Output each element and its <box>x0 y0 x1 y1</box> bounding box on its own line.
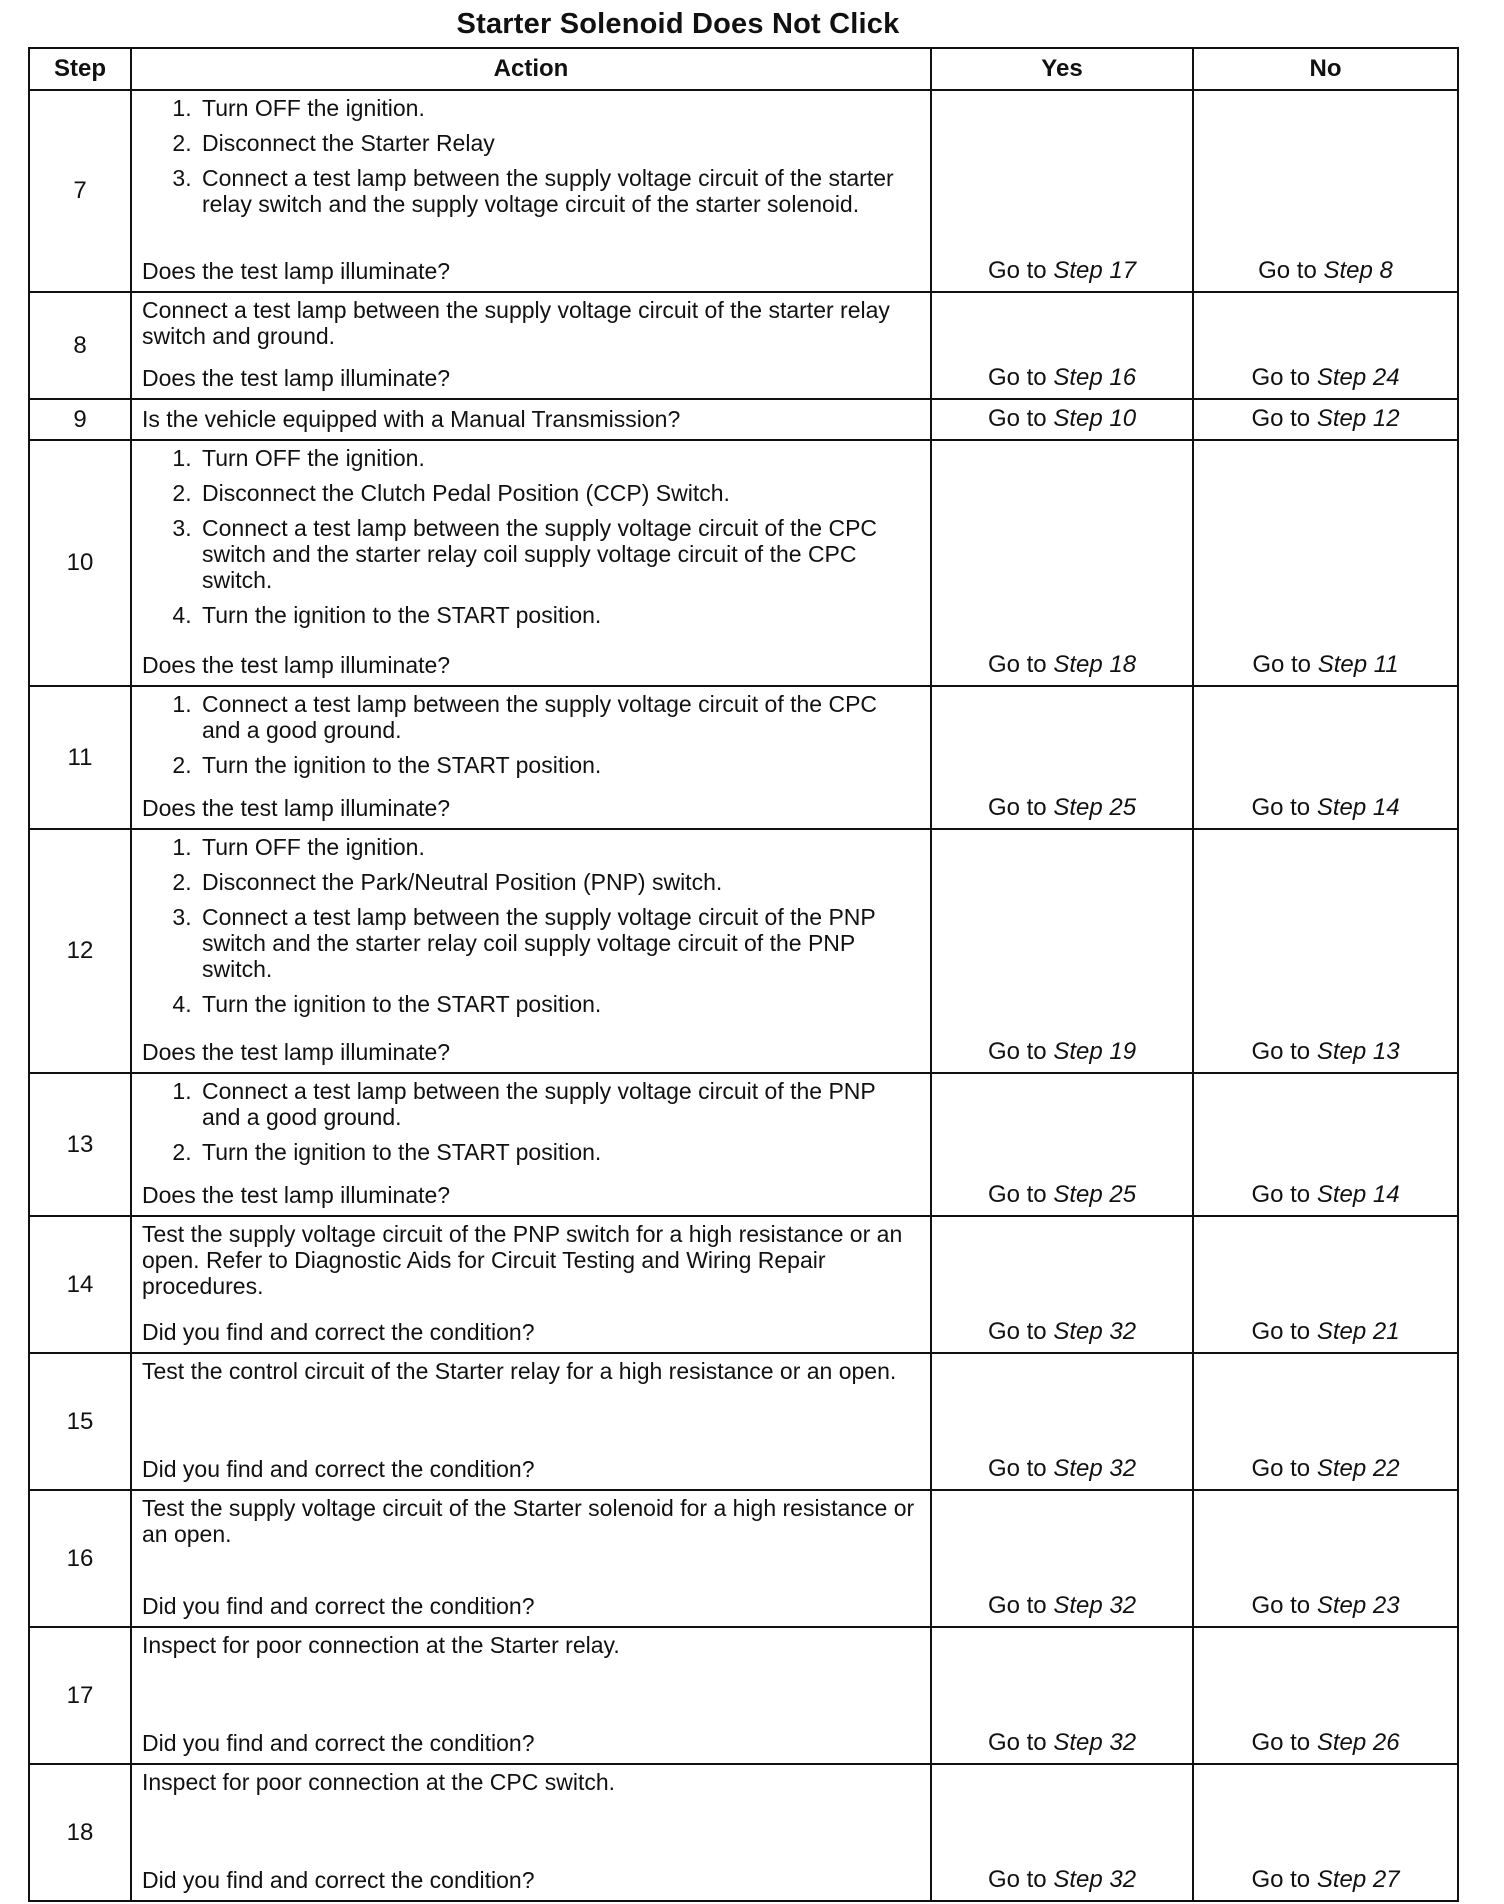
action-content <box>142 297 916 391</box>
yes-outcome <box>931 829 1193 1073</box>
yes-goto-step-link: Step 16 <box>1053 364 1137 391</box>
action-steps-list <box>142 95 916 226</box>
action-instruction: Test the control circuit of the Starter relay for a high resistance or an open. <box>142 1358 897 1384</box>
yes-goto-prefix: Go to <box>987 1038 1047 1065</box>
action-step-item: 1. Turn OFF the ignition. <box>198 95 916 121</box>
no-goto-prefix: Go to <box>1258 257 1317 284</box>
table-row <box>29 1490 1458 1627</box>
action-content <box>142 1632 916 1756</box>
yes-outcome <box>931 1627 1193 1764</box>
action-cell <box>131 292 931 399</box>
action-cell <box>131 440 931 686</box>
table-row <box>29 440 1458 686</box>
yes-goto-step-link: Step 32 <box>1053 1729 1137 1756</box>
page-title: Starter Solenoid Does Not Click <box>456 8 900 40</box>
no-outcome <box>1193 1353 1458 1490</box>
action-step-item: 1. Connect a test lamp between the supply voltage circuit of the CPC and a good ground. <box>198 691 916 743</box>
yes-outcome <box>931 1216 1193 1353</box>
no-outcome <box>1193 440 1458 686</box>
no-goto-step-link: Step 24 <box>1316 364 1400 391</box>
table-row <box>29 1627 1458 1764</box>
no-goto-step-link: Step 8 <box>1323 257 1393 284</box>
no-outcome <box>1193 399 1458 440</box>
yes-goto-prefix: Go to <box>987 257 1047 284</box>
step-number: 13 <box>29 1073 131 1216</box>
yes-outcome <box>931 1764 1193 1901</box>
table-row <box>29 90 1458 292</box>
column-header-action: Action <box>131 48 931 90</box>
yes-goto-prefix: Go to <box>987 1866 1047 1893</box>
action-steps-list <box>142 691 916 787</box>
table-row <box>29 399 1458 440</box>
no-goto-prefix: Go to <box>1251 364 1311 391</box>
action-step-item: 4. Turn the ignition to the START position. <box>198 991 916 1017</box>
action-step-item: 1. Turn OFF the ignition. <box>198 445 916 471</box>
action-instruction: Test the supply voltage circuit of the Starter solenoid for a high resistance or an open. <box>142 1495 915 1547</box>
no-goto-step-link: Step 22 <box>1316 1455 1400 1482</box>
yes-outcome <box>931 1353 1193 1490</box>
action-question: Did you find and correct the condition? <box>142 1456 535 1482</box>
column-header-step: Step <box>29 48 131 90</box>
yes-goto-step-link: Step 32 <box>1053 1318 1137 1345</box>
no-goto-prefix: Go to <box>1251 794 1311 821</box>
yes-goto-step-link: Step 10 <box>1053 405 1137 432</box>
diagnostic-table <box>28 47 1459 1902</box>
action-content <box>142 445 916 678</box>
no-goto-prefix: Go to <box>1251 1318 1311 1345</box>
action-question: Does the test lamp illuminate? <box>142 795 451 821</box>
yes-outcome <box>931 292 1193 399</box>
no-outcome <box>1193 1490 1458 1627</box>
table-row <box>29 1216 1458 1353</box>
action-content <box>142 95 916 284</box>
step-number: 9 <box>29 399 131 440</box>
action-cell <box>131 90 931 292</box>
yes-goto-prefix: Go to <box>987 794 1047 821</box>
column-header-no: No <box>1193 48 1458 90</box>
action-step-item: 3. Connect a test lamp between the supply voltage circuit of the starter relay switch and the supply voltage circuit of the starter solenoid. <box>198 165 916 217</box>
yes-goto-step-link: Step 17 <box>1053 257 1137 284</box>
no-outcome <box>1193 1627 1458 1764</box>
no-outcome <box>1193 1073 1458 1216</box>
action-question: Is the vehicle equipped with a Manual Transmission? <box>142 406 681 432</box>
step-number: 17 <box>29 1627 131 1764</box>
no-goto-step-link: Step 11 <box>1317 651 1399 678</box>
no-goto-prefix: Go to <box>1251 1592 1311 1619</box>
step-number: 15 <box>29 1353 131 1490</box>
action-content <box>142 1221 916 1345</box>
yes-outcome <box>931 399 1193 440</box>
yes-goto-prefix: Go to <box>987 1455 1047 1482</box>
action-step-item: 2. Turn the ignition to the START position. <box>198 752 916 778</box>
yes-goto-step-link: Step 19 <box>1053 1038 1137 1065</box>
no-outcome <box>1193 1216 1458 1353</box>
action-cell <box>131 1764 931 1901</box>
action-step-item: 1. Turn OFF the ignition. <box>198 834 916 860</box>
step-number: 18 <box>29 1764 131 1901</box>
no-goto-step-link: Step 12 <box>1316 405 1400 432</box>
action-cell <box>131 1073 931 1216</box>
action-question: Does the test lamp illuminate? <box>142 1182 451 1208</box>
yes-outcome <box>931 440 1193 686</box>
action-step-item: 2. Disconnect the Clutch Pedal Position (CCP) Switch. <box>198 480 916 506</box>
action-content <box>142 1078 916 1208</box>
action-step-item: 3. Connect a test lamp between the supply voltage circuit of the CPC switch and the starter relay coil supply voltage circuit of the CPC switch. <box>198 515 916 593</box>
yes-goto-prefix: Go to <box>987 405 1047 432</box>
action-question: Did you find and correct the condition? <box>142 1593 535 1619</box>
action-question: Did you find and correct the condition? <box>142 1730 535 1756</box>
yes-goto-step-link: Step 18 <box>1053 651 1137 678</box>
no-outcome <box>1193 829 1458 1073</box>
action-content <box>142 404 916 432</box>
action-step-item: 2. Disconnect the Park/Neutral Position (PNP) switch. <box>198 869 916 895</box>
table-row <box>29 829 1458 1073</box>
table-header-row <box>29 48 1458 90</box>
action-steps-list <box>142 1078 916 1174</box>
action-content <box>142 1495 916 1619</box>
no-goto-step-link: Step 26 <box>1316 1729 1400 1756</box>
action-step-item: 2. Disconnect the Starter Relay <box>198 130 916 156</box>
step-number: 10 <box>29 440 131 686</box>
no-outcome <box>1193 1764 1458 1901</box>
yes-outcome <box>931 90 1193 292</box>
action-cell <box>131 829 931 1073</box>
table-row <box>29 1353 1458 1490</box>
yes-goto-step-link: Step 32 <box>1053 1866 1137 1893</box>
action-content <box>142 1358 916 1482</box>
step-number: 7 <box>29 90 131 292</box>
action-content <box>142 1769 916 1893</box>
action-question: Does the test lamp illuminate? <box>142 365 451 391</box>
yes-outcome <box>931 1490 1193 1627</box>
no-goto-prefix: Go to <box>1252 651 1312 678</box>
table-row <box>29 1073 1458 1216</box>
yes-goto-prefix: Go to <box>987 1729 1047 1756</box>
action-steps-list <box>142 834 916 1026</box>
table-body <box>29 90 1458 1901</box>
yes-goto-prefix: Go to <box>987 364 1047 391</box>
column-header-yes: Yes <box>931 48 1193 90</box>
action-content <box>142 834 916 1065</box>
action-question: Does the test lamp illuminate? <box>142 1039 451 1065</box>
yes-goto-step-link: Step 32 <box>1053 1592 1137 1619</box>
step-number: 8 <box>29 292 131 399</box>
step-number: 14 <box>29 1216 131 1353</box>
step-number: 11 <box>29 686 131 829</box>
action-instruction: Test the supply voltage circuit of the PNP switch for a high resistance or an open. Refer to Diagnostic Aids for Circuit Testing and Wiring Repair procedures. <box>142 1221 903 1299</box>
action-cell <box>131 1353 931 1490</box>
action-step-item: 3. Connect a test lamp between the supply voltage circuit of the PNP switch and the starter relay coil supply voltage circuit of the PNP switch. <box>198 904 916 982</box>
action-cell <box>131 686 931 829</box>
action-steps-list <box>142 445 916 637</box>
action-question: Does the test lamp illuminate? <box>142 652 451 678</box>
no-goto-step-link: Step 13 <box>1316 1038 1400 1065</box>
no-goto-prefix: Go to <box>1251 1729 1311 1756</box>
action-instruction: Connect a test lamp between the supply voltage circuit of the starter relay switch and ground. <box>142 297 890 349</box>
no-goto-prefix: Go to <box>1251 1038 1311 1065</box>
action-cell <box>131 1627 931 1764</box>
yes-goto-prefix: Go to <box>987 651 1047 678</box>
action-question: Does the test lamp illuminate? <box>142 258 451 284</box>
no-goto-prefix: Go to <box>1251 1455 1311 1482</box>
action-question: Did you find and correct the condition? <box>142 1867 535 1893</box>
no-goto-step-link: Step 27 <box>1316 1866 1400 1893</box>
no-goto-prefix: Go to <box>1251 405 1311 432</box>
action-step-item: 1. Connect a test lamp between the supply voltage circuit of the PNP and a good ground. <box>198 1078 916 1130</box>
yes-goto-step-link: Step 25 <box>1053 794 1137 821</box>
no-outcome <box>1193 292 1458 399</box>
yes-goto-prefix: Go to <box>987 1592 1047 1619</box>
step-number: 12 <box>29 829 131 1073</box>
action-step-item: 4. Turn the ignition to the START position. <box>198 602 916 628</box>
action-instruction: Inspect for poor connection at the Starter relay. <box>142 1632 620 1658</box>
no-outcome <box>1193 90 1458 292</box>
yes-goto-step-link: Step 25 <box>1053 1181 1137 1208</box>
no-goto-step-link: Step 14 <box>1316 1181 1400 1208</box>
no-goto-prefix: Go to <box>1251 1866 1311 1893</box>
no-goto-step-link: Step 14 <box>1316 794 1400 821</box>
yes-goto-prefix: Go to <box>987 1318 1047 1345</box>
action-cell <box>131 1216 931 1353</box>
yes-outcome <box>931 1073 1193 1216</box>
action-question: Did you find and correct the condition? <box>142 1319 535 1345</box>
yes-goto-prefix: Go to <box>987 1181 1047 1208</box>
action-cell <box>131 399 931 440</box>
no-outcome <box>1193 686 1458 829</box>
action-content <box>142 691 916 821</box>
table-row <box>29 1764 1458 1901</box>
table-row <box>29 292 1458 399</box>
action-cell <box>131 1490 931 1627</box>
yes-outcome <box>931 686 1193 829</box>
no-goto-prefix: Go to <box>1251 1181 1311 1208</box>
step-number: 16 <box>29 1490 131 1627</box>
yes-goto-step-link: Step 32 <box>1053 1455 1137 1482</box>
no-goto-step-link: Step 23 <box>1316 1592 1400 1619</box>
table-row <box>29 686 1458 829</box>
action-instruction: Inspect for poor connection at the CPC switch. <box>142 1769 616 1795</box>
action-step-item: 2. Turn the ignition to the START position. <box>198 1139 916 1165</box>
no-goto-step-link: Step 21 <box>1316 1318 1400 1345</box>
